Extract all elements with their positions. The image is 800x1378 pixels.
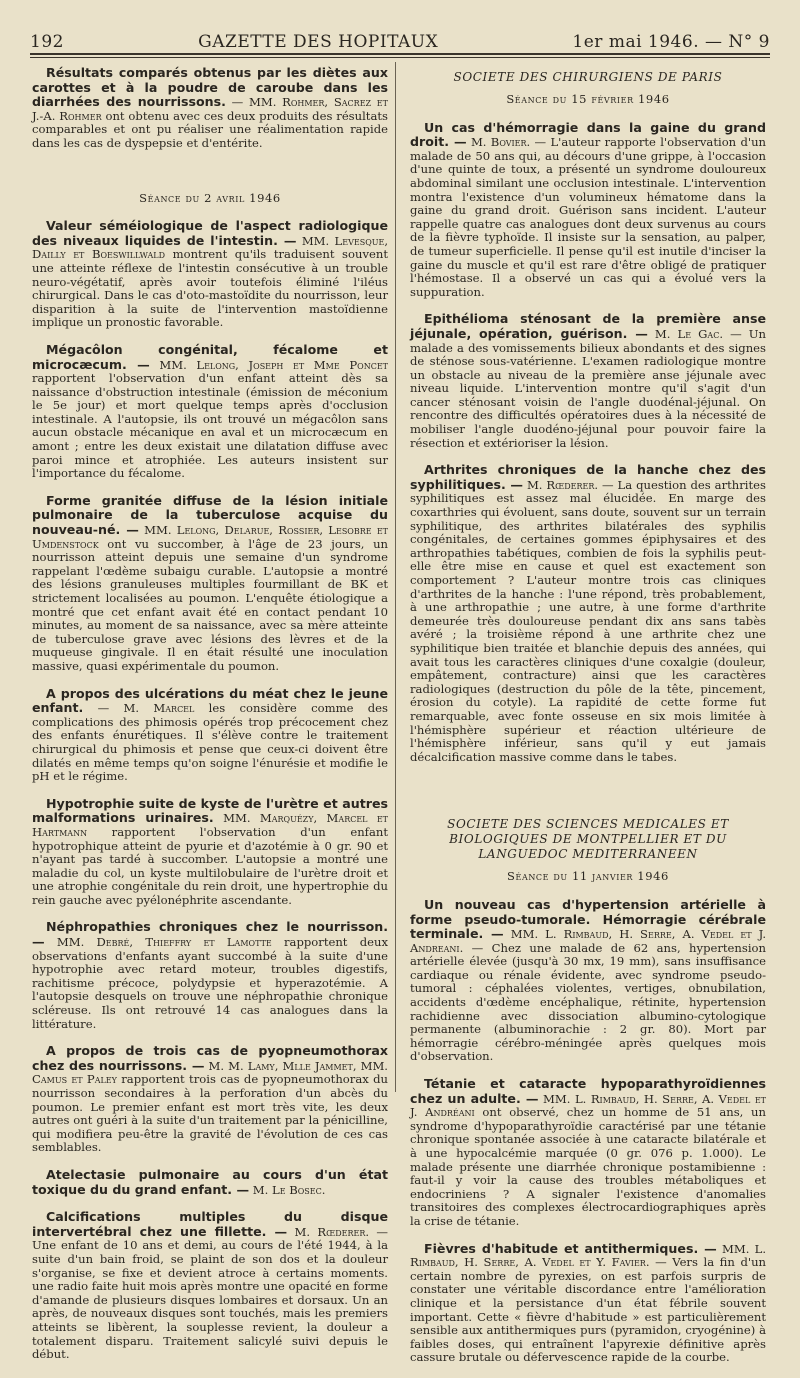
article-authors: MM. L. Rimbaud, H. Serre, A. Vedel et J. Andreani. <box>410 927 767 955</box>
article: Résultats comparés obtenus par les diètes aux carottes et à la poudre de caroube dans les diarrhées des nourrissons. — MM. Rohmer, Sacrez et J.-A. Rohmer ont obtenu avec ces deux produits des résultats comparables et ont pu réaliser une réalimentation rapide dans les cas de dyspepsie et d'entérite. <box>32 65 388 150</box>
article <box>32 687 388 784</box>
header-rule <box>30 53 770 55</box>
article-authors: MM. Marquézy, Marcel et Hartmann <box>32 811 389 839</box>
left-column <box>32 66 388 1375</box>
article <box>32 343 388 481</box>
journal-title: GAZETTE DES HOPITAUX <box>198 32 439 52</box>
article-authors: M. Le Gac. <box>654 326 723 341</box>
article <box>410 1242 766 1365</box>
article-authors: MM. L. Rimbaud, H. Serre, A. Vedel et Y. Favier. <box>410 1241 767 1270</box>
article-text: rapportent l'observation d'un enfant hypotrophique atteint de pyurie et d'azotémie à 0 gr. 90 et n'ayant pas tardé à succomber. L'autopsie a montré une maladie du col, un kyste multilobulaire de l'urètre droit et une atrophie congénitale du rein droit, une hypertrophie du rein gauche avec pyélonéphrite ascendante. <box>32 824 388 907</box>
article-text: — Chez une malade de 62 ans, hypertension artérielle élevée (jusqu'à 30 mx, 19 mm), sans insuffisance cardiaque ou rénale évidente, avec syndrome pseudo-tumoral : céphalées violentes, vertiges, obnubilation, accidents d'œdème encéphalique, rétinite, hypertension rachidienne avec dissociation albumino-cytologique permanente (albuminorachie : 2 gr. 80). Mort par hémorragie cérébro-méningée après quelques mois d'observation. <box>410 940 766 1064</box>
page-number: 192 <box>30 32 64 52</box>
article-authors: M. Le Bosec. <box>252 1182 326 1197</box>
article <box>410 463 766 764</box>
article-title: Mégacôlon congénital, fécalome et microcæcum. — <box>32 341 388 372</box>
article-authors: M. M. Lamy, Mlle Jammet, MM. Camus et Paley <box>32 1058 388 1087</box>
article <box>32 1210 388 1362</box>
article <box>410 898 766 1064</box>
article-title: Hypotrophie suite de kyste de l'urètre et autres malformations urinaires. <box>32 795 388 826</box>
article-title: Forme granitée diffuse de la lésion initiale pulmonaire de la tuberculose acquise du nouveau-né. — <box>32 492 388 538</box>
society-heading: SOCIETE DES SCIENCES MEDICALES ET BIOLOGIQUES DE MONTPELLIER ET DU LANGUEDOC MEDITERRANEEN <box>447 817 729 862</box>
article-title: Arthrites chroniques de la hanche chez des syphilitiques. — <box>410 462 766 492</box>
article-title: Calcifications multiples du disque intervertébral chez une fillette. — <box>32 1209 388 1239</box>
article <box>32 494 388 674</box>
session-heading: Séance du 2 avril 1946 <box>139 190 281 205</box>
article-authors: — M. Marcel <box>97 701 195 716</box>
right-column <box>410 66 766 1378</box>
article <box>32 920 388 1031</box>
article-authors: M. Rœderer <box>294 1224 366 1239</box>
article-text: — L'auteur rapporte l'observation d'un malade de 50 ans qui, au décours d'une grippe, à l'occasion d'une quinte de toux, a présenté un syndrome douloureux abdominal similant une occlusion intestinale. L'intervention montra l'existence d'un volumineux hématome dans la gaine du grand droit. Guérison sans incident. L'auteur rappelle quatre cas analogues dont deux survenus au cours de la fièvre typhoïde. Il insiste sur la sensation, au palper, de tumeur superficielle. Il pense qu'il est inutile d'inciser la gaine du muscle et qu'il est rare d'être obligé de pratiquer l'hémostase. Il a observé un cas qui a évolué vers la suppuration. <box>410 135 767 299</box>
article-title: Tétanie et cataracte hypoparathyroïdiennes chez un adulte. — <box>410 1076 766 1106</box>
column-divider <box>395 62 396 1092</box>
article <box>32 797 388 908</box>
session-heading: Séance du 11 janvier 1946 <box>507 869 669 884</box>
article-authors: MM. Debré, Thieffry et Lamotte <box>56 935 272 950</box>
article-text: rapportent deux observations d'enfants ayant succombé à la suite d'une hypotrophie avec retard moteur, troubles digestifs, rachitisme précoce, polydypsie et hyperazotémie. A l'autopsie desquels on trouve une néphropathie chronique scléreuse. Ils ont retrouvé 14 cas analogues dans la littérature. <box>32 935 388 1031</box>
article-text: les considère comme des complications des phimosis opérés trop précocement chez des enfants énurétiques. Il s'élève contre le traitement chirurgical du phimosis et pense que ceux-ci doivent être dilatés en même temps qu'on soigne l'énurésie et modifie le pH et le régime. <box>32 701 388 784</box>
article-title: Néphropathies chroniques chez le nourrisson. — <box>32 919 388 950</box>
article-text: . — Une enfant de 10 ans et demi, au cours de l'été 1944, à la suite d'un bain froid, se plaint de son dos et la douleur s'organise, se fixe et devient atroce à certains moments. une radio faite huit mois après montre une opacité en forme d'amande de plusieurs disques lombaires et dorsaux. Un an après, de nouveaux disques sont touchés, mais les premiers atteints se libèrent, la souplesse revient, la douleur a totalement disparu. Traitement salicylé suivi depuis le début. <box>32 1224 389 1362</box>
article-text: ont obtenu avec ces deux produits des résultats comparables et ont pu réaliser une réalimentation rapide dans les cas de dyspepsie et d'entérite. <box>32 108 388 150</box>
article-title: Valeur séméiologique de l'aspect radiologique des niveaux liquides de l'intestin. — <box>32 218 388 248</box>
article-title: Résultats comparés obtenus par les diètes aux carottes et à la poudre de caroube dans les diarrhées des nourrissons. <box>32 65 388 110</box>
article-authors: M. Rœderer. <box>526 477 599 492</box>
article-title: A propos de trois cas de pyopneumothorax chez des nourrissons. — <box>32 1043 388 1073</box>
article-title: Fièvres d'habitude et antithermiques. — <box>424 1240 717 1256</box>
article-authors: MM. Lelong, Joseph et Mme Poncet <box>159 357 388 372</box>
page-header <box>30 22 770 52</box>
article-title: Epithélioma sténosant de la première anse jéjunale, opération, guérison. — <box>410 311 766 341</box>
article-text: ont observé, chez un homme de 51 ans, un syndrome d'hypoparathyroïdie caractérisé par une tétanie chronique spontanée associée à une cataracte bilatérale et à une hypocalcémie marquée (0 gr. 076 p. 1.000). Le malade présente une diarrhée chronique postamibienne : faut-il y voir la cause des troubles métaboliques et endocriniens ? A signaler l'existence d'anomalies transitoires des complexes électrocardiographiques après la crise de tétanie. <box>410 1105 766 1228</box>
article-authors: MM. L. Rimbaud, H. Serre, A. Vedel et J. Andréani <box>410 1091 766 1120</box>
article <box>32 1168 388 1197</box>
society-heading: SOCIETE DES CHIRURGIENS DE PARIS <box>453 70 723 84</box>
article <box>410 312 766 450</box>
issue-date: 1er mai 1946. — N° 9 <box>572 32 770 52</box>
article-authors: MM. Levesque, Dailly et Boeswillwald <box>32 233 389 262</box>
article <box>410 1077 766 1229</box>
article-text: rapportent l'observation d'un enfant atteint dès sa naissance d'obstruction intestinale (émission de méconium le 5e jour) et mort quelque temps après d'occlusion intestinale. A l'autopsie, ils ont trouvé un mégacôlon sans aucun obstacle mécanique en aval et un microcæcum en amont ; entre les deux existait une dilatation diffuse avec paroi mince et atrophiée. Les auteurs insistent sur l'importance du fécalome. <box>32 371 388 481</box>
article-text: montrent qu'ils traduisent souvent une atteinte réflexe de l'intestin consécutive à un trouble neuro-végétatif, après avoir toutefois éliminé l'iléus chirurgical. Dans le cas d'oto-mastoïdite du nourrisson, leur disparition à la suite de l'intervention mastoïdienne implique un pronostic favorable. <box>32 247 388 330</box>
article-title: A propos des ulcérations du méat chez le jeune enfant. <box>32 685 388 716</box>
article-title: Atelectasie pulmonaire au cours d'un état toxique du du grand enfant. — <box>32 1166 388 1197</box>
header-rule-thin <box>30 57 770 58</box>
article-text: — Un malade a des vomissements bilieux abondants et des signes de sténose sous-vatérienne. L'examen radiologique montre un obstacle au niveau de la première anse jéjunale avec niveau liquide. L'intervention montre qu'il s'agit d'un cancer sténosant voisin de l'angle duodénal-jéjunal. On rencontre des difficultés opératoires dues à la nécessité de mobiliser l'angle duodéno-jéjunal pour pouvoir faire la résection et extérioriser la lésion. <box>410 326 766 450</box>
article-text: rapportent trois cas de pyopneumothorax du nourrisson secondaires à la perforation d'un abcès du poumon. Le premier enfant est mort très vite, les deux autres ont guéri à la suite d'un traitement par la pénicilline, qui modifiera peu-être la gravité de l'évolution de ces cas semblables. <box>32 1072 388 1155</box>
article-title: Un nouveau cas d'hypertension artérielle à forme pseudo-tumorale. Hémorragie cérébrale terminale. — <box>410 896 766 942</box>
article-title: Un cas d'hémorragie dans la gaine du grand droit. — <box>410 119 766 150</box>
session-heading: Séance du 15 février 1946 <box>506 92 670 106</box>
article <box>32 219 388 330</box>
article <box>410 121 766 300</box>
article-text: ont vu succomber, à l'âge de 23 jours, un nourrisson atteint depuis une semaine d'un syndrome rappelant l'œdème subaigu curable. L'autopsie a montré des lésions granuleuses multiples fourmillant de BK et strictement localisées au poumon. L'enquête étiologique a montré que cet enfant avait été en contact pendant 10 minutes, au moment de sa naissance, avec sa mère atteinte de tuberculose grave avec lésions des lèvres et de la muqueuse gingivale. Il en était résulté une inoculation massive, quasi expérimentale du poumon. <box>32 536 388 673</box>
article-authors: MM. Rohmer, Sacrez et J.-A. Rohmer <box>32 95 388 123</box>
article-authors: M. Bovier. <box>470 135 531 150</box>
article-text: — Vers la fin d'un certain nombre de pyrexies, on est parfois surpris de constater une véritable discordance entre l'amélioration clinique et la persistance d'un état fébrile souvent important. Cette « fièvre d'habitude » est particulièrement sensible aux antithermiques purs (pyramidon, cryogénine) à faibles doses, qui entraînent l'apyrexie définitive après cassure brutale ou défervescence rapide de la courbe. <box>410 1255 766 1365</box>
article-text: — La question des arthrites syphilitiques est assez mal élucidée. En marge des coxarthries qui évoluent, sans doute, souvent sur un terrain syphilitique, des arthrites bilatérales des syphilis congénitales, de certaines gommes épiphysaires et des arthropathies tabétiques, combien de fois la syphilis peut-elle être mise en cause et quel est exactement son comportement ? L'auteur montre trois cas cliniques d'arthrites de la hanche : l'une répond, très probablement, à une arthropathie ; une autre, à une forme d'arthrite demeurée très douloureuse pendant dix ans sans tabès avéré ; la troisième répond à une arthrite chez une syphilitique bien traitée et blanchie depuis des années, qui avait tous les caractères cliniques d'une coxalgie (douleur, empâtement, contracture) ainsi que les caractères radiologiques (destruction du pôle de la tête, pincement, érosion du cotyle). La rapidité de cette forme fut remarquable, avec fonte osseuse en six mois limitée à l'hémisphère supérieur et réaction ultérieure de l'hémisphère inférieur, sans qu'il y eut jamais décalcification massive comme dans le tabes. <box>410 477 766 764</box>
article <box>32 1044 388 1155</box>
article-authors: MM. Lelong, Delarue, Rossier, Lesobre et Umdenstock <box>32 523 389 551</box>
